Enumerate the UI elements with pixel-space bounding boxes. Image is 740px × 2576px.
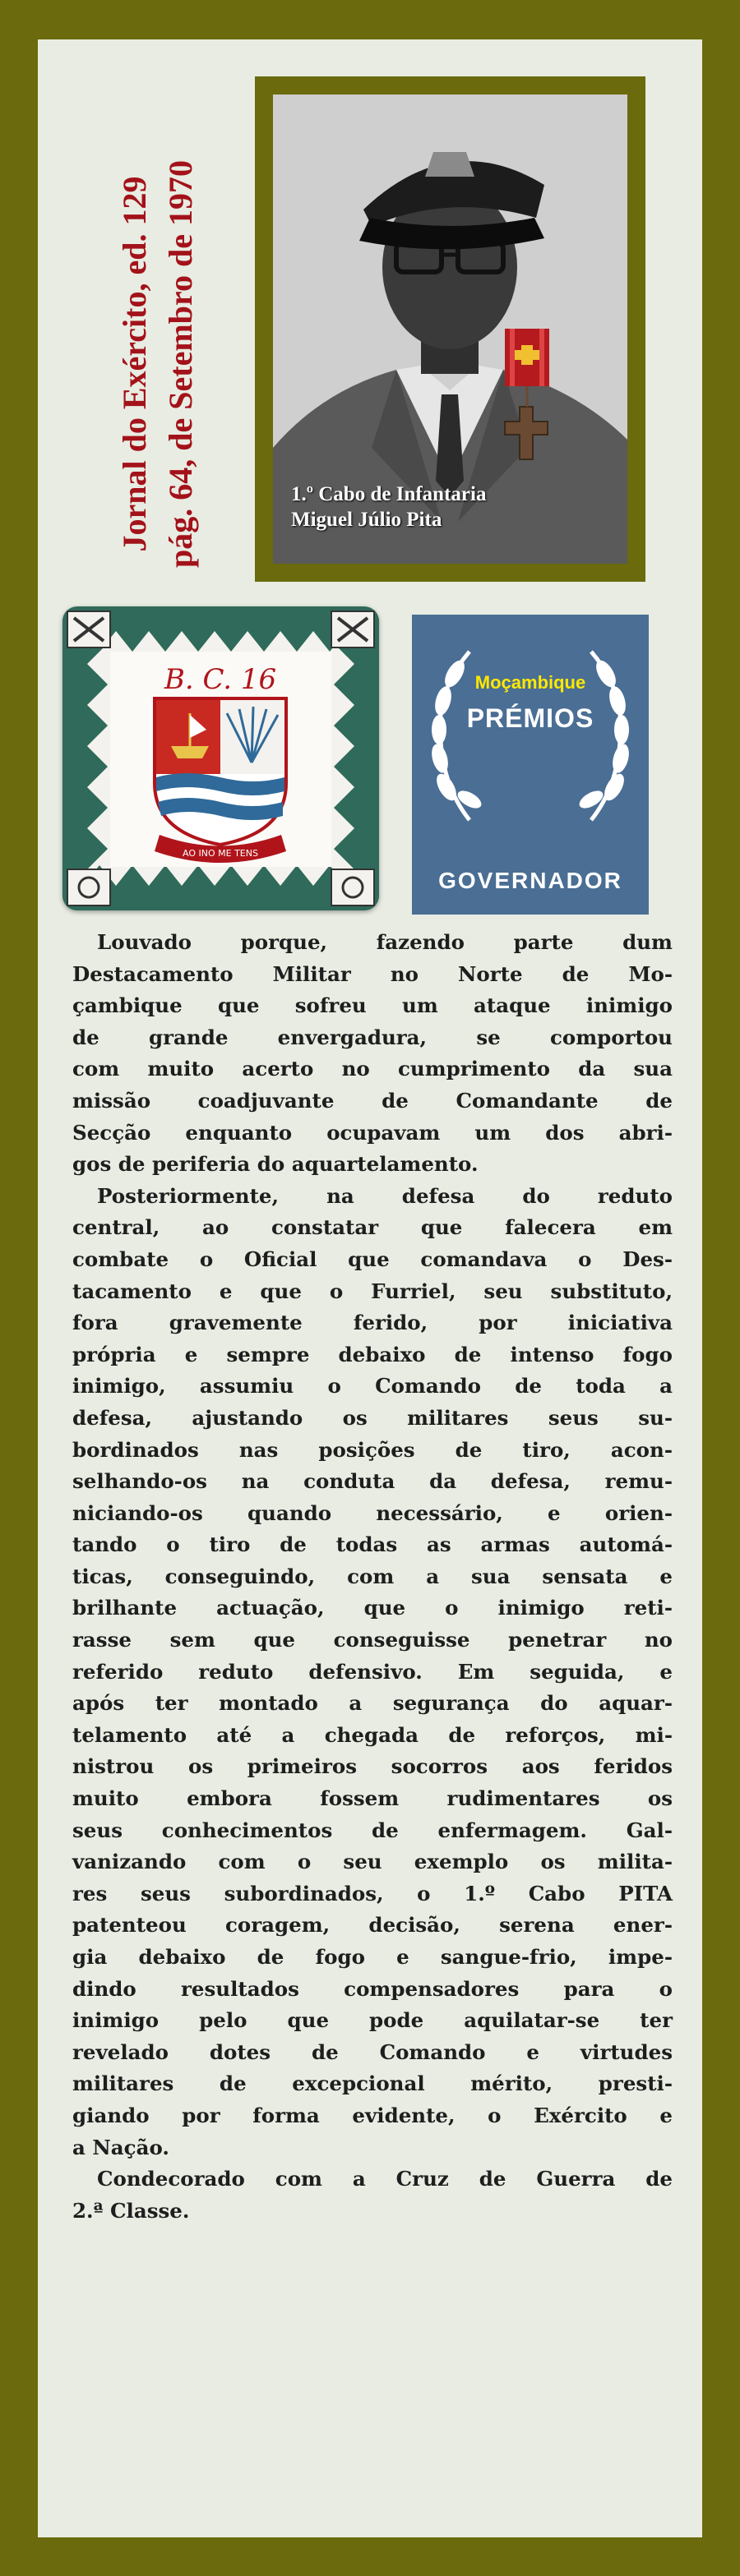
article-line: referido reduto defensivo. Em seguida, e — [72, 1659, 673, 1684]
article-line: tando o tiro de todas as armas automá- — [72, 1532, 673, 1557]
document-card — [38, 39, 702, 2537]
article-line: missão coadjuvante de Comandante de — [72, 1088, 673, 1113]
article-line: central, ao constatar que falecera em — [72, 1215, 673, 1240]
article-line: Louvado porque, fazendo parte dum — [97, 930, 673, 954]
article-line: combate o Oficial que comandava o Des- — [72, 1247, 673, 1271]
article-line: gia debaixo de fogo e sangue-frio, impe- — [72, 1945, 673, 1969]
article-line: Destacamento Militar no Norte de Mo- — [72, 961, 673, 986]
citation-text — [72, 927, 673, 2227]
portrait-frame — [255, 76, 645, 582]
photo-caption — [291, 482, 486, 532]
article-line: com muito acerto no cumprimento da sua — [72, 1057, 673, 1081]
article-line: vanizando com o seu exemplo os milita- — [72, 1850, 673, 1874]
article-line: revelado dotes de Comando e virtudes — [72, 2039, 673, 2064]
article-line: bordinados nas posições de tiro, acon- — [72, 1437, 673, 1462]
badge-title: PRÉMIOS — [466, 703, 594, 733]
title-line-2: pág. 64, de Setembro de 1970 — [162, 160, 199, 568]
title-line-1: Jornal do Exército, ed. 129 — [116, 176, 153, 552]
article-line: Condecorado com a Cruz de Guerra de — [97, 2167, 673, 2191]
article-line: 2.ª Classe. — [72, 2198, 190, 2223]
emblem-unit-text: B. C. 16 — [164, 663, 277, 696]
article-line: militares de excepcional mérito, presti- — [72, 2071, 673, 2096]
article-line: res seus subordinados, o 1.º Cabo PITA — [72, 1881, 673, 1906]
caption-rank: 1.º Cabo de Infantaria — [291, 483, 487, 505]
badge-subtitle: GOVERNADOR — [438, 868, 622, 893]
battalion-emblem — [62, 606, 379, 910]
article-line: de grande envergadura, se comportou — [72, 1025, 673, 1049]
article-line: nistrou os primeiros socorros aos feridos — [72, 1754, 673, 1779]
battalion-shield-icon — [62, 606, 379, 910]
soldier-portrait-photo — [273, 94, 627, 564]
article-line: gos de periferia do aquartelamento. — [72, 1152, 479, 1177]
article-line: çambique que sofreu um ataque inimigo — [72, 993, 673, 1018]
article-line: selhando-os na conduta da defesa, remu- — [72, 1469, 673, 1494]
article-line: Secção enquanto ocupavam um dos abri- — [72, 1120, 673, 1145]
article-line: seus conhecimentos de enfermagem. Gal- — [72, 1818, 673, 1842]
article-line: Posteriormente, na defesa do reduto — [97, 1183, 673, 1208]
article-line: giando por forma evidente, o Exército e — [72, 2103, 673, 2127]
article-line: a Nação. — [72, 2135, 169, 2159]
article-line: muito embora fossem rudimentares os — [72, 1786, 673, 1811]
caption-name: Miguel Júlio Pita — [291, 509, 442, 531]
badge-region: Moçambique — [474, 672, 586, 693]
article-line: dindo resultados compensadores para o — [72, 1976, 673, 2001]
article-line: telamento até a chegada de reforços, mi- — [72, 1722, 673, 1747]
article-line: brilhante actuação, que o inimigo reti- — [72, 1596, 673, 1620]
governor-award-badge — [412, 615, 649, 915]
article-line: ticas, conseguindo, com a sua sensata e — [72, 1564, 673, 1588]
article-line: patenteou coragem, decisão, serena ener- — [72, 1913, 673, 1938]
journal-reference-title — [112, 101, 252, 627]
article-line: inimigo pelo que pode aquilatar-se ter — [72, 2008, 673, 2033]
article-line: inimigo, assumiu o Comando de toda a — [72, 1374, 673, 1399]
article-line: fora gravemente ferido, por iniciativa — [72, 1311, 673, 1335]
emblem-motto-text: AO INO ME TENS — [183, 848, 258, 859]
article-line: rasse sem que conseguisse penetrar no — [72, 1628, 673, 1652]
article-line: tacamento e que o Furriel, seu substituto, — [72, 1279, 673, 1303]
article-line: niciando-os quando necessário, e orien- — [72, 1500, 673, 1525]
article-line: própria e sempre debaixo de intenso fogo — [72, 1342, 673, 1366]
article-line: defesa, ajustando os militares seus su- — [72, 1405, 673, 1430]
article-line: após ter montado a segurança do aquar- — [72, 1691, 673, 1716]
